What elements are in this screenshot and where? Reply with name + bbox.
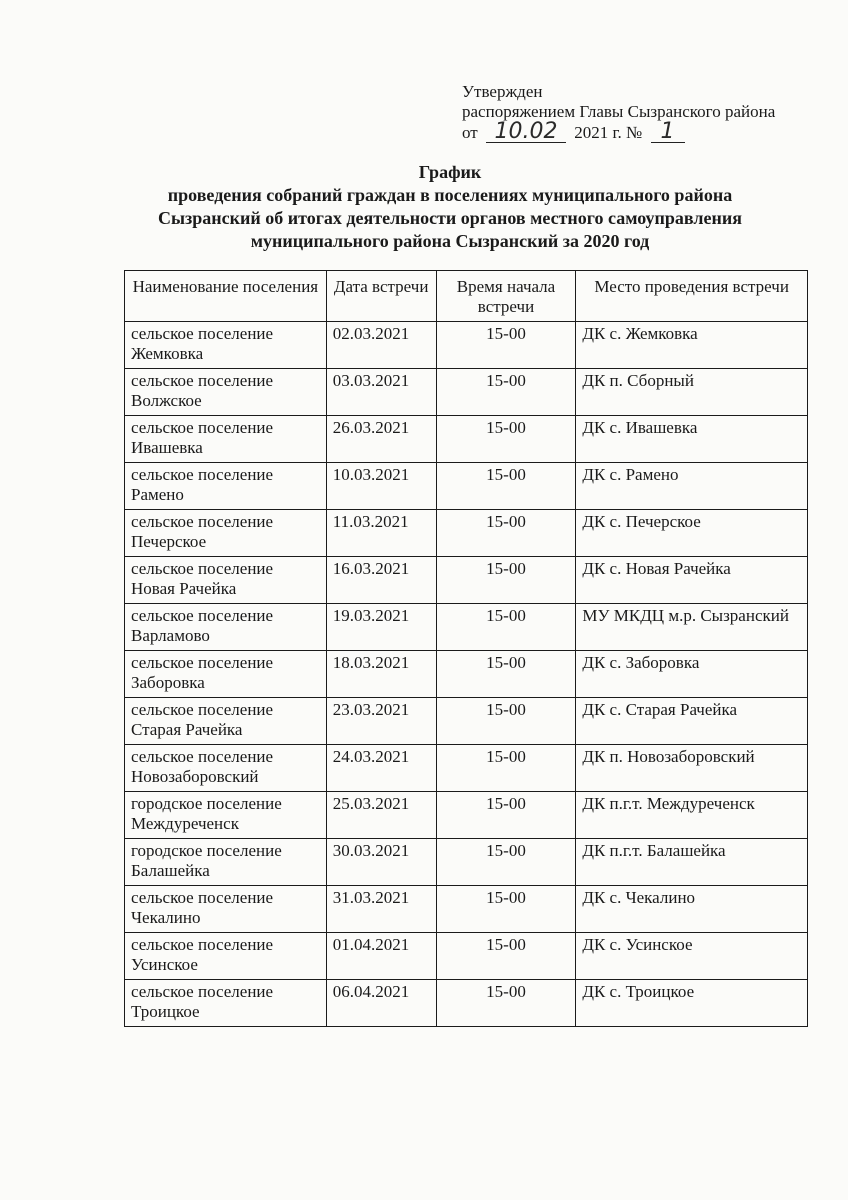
cell-time: 15-00 <box>436 698 576 745</box>
cell-settlement: сельское поселение Ивашевка <box>125 416 327 463</box>
table-row <box>125 463 808 510</box>
cell-time: 15-00 <box>436 510 576 557</box>
approval-stamp <box>462 82 775 143</box>
cell-settlement: городское поселение Балашейка <box>125 839 327 886</box>
cell-place: ДК п. Новозаборовский <box>576 745 808 792</box>
approval-year-label: 2021 г. № <box>574 123 643 142</box>
cell-time: 15-00 <box>436 604 576 651</box>
cell-place: ДК с. Новая Рачейка <box>576 557 808 604</box>
cell-settlement: сельское поселение Печерское <box>125 510 327 557</box>
cell-settlement: сельское поселение Заборовка <box>125 651 327 698</box>
table-row <box>125 369 808 416</box>
cell-place: ДК с. Усинское <box>576 933 808 980</box>
cell-place: ДК с. Заборовка <box>576 651 808 698</box>
cell-place: МУ МКДЦ м.р. Сызранский <box>576 604 808 651</box>
table-row <box>125 933 808 980</box>
cell-time: 15-00 <box>436 369 576 416</box>
table-row <box>125 416 808 463</box>
table-body <box>125 322 808 1027</box>
table-row <box>125 980 808 1027</box>
cell-date: 30.03.2021 <box>326 839 436 886</box>
cell-time: 15-00 <box>436 416 576 463</box>
cell-date: 25.03.2021 <box>326 792 436 839</box>
cell-settlement: сельское поселение Старая Рачейка <box>125 698 327 745</box>
table-row <box>125 698 808 745</box>
cell-time: 15-00 <box>436 745 576 792</box>
cell-time: 15-00 <box>436 463 576 510</box>
cell-settlement: городское поселение Междуреченск <box>125 792 327 839</box>
approval-number-handwritten: 1 <box>651 122 685 143</box>
table-row <box>125 510 808 557</box>
cell-settlement: сельское поселение Чекалино <box>125 886 327 933</box>
cell-date: 10.03.2021 <box>326 463 436 510</box>
table-row <box>125 651 808 698</box>
table-row <box>125 792 808 839</box>
cell-place: ДК с. Чекалино <box>576 886 808 933</box>
cell-time: 15-00 <box>436 792 576 839</box>
table-row <box>125 604 808 651</box>
cell-place: ДК п.г.т. Междуреченск <box>576 792 808 839</box>
approval-line-2: распоряжением Главы Сызранского района <box>462 102 776 121</box>
cell-place: ДК с. Троицкое <box>576 980 808 1027</box>
cell-date: 02.03.2021 <box>326 322 436 369</box>
title-line-2: Сызранский об итогах деятельности органов местного самоуправления <box>158 208 742 228</box>
cell-time: 15-00 <box>436 980 576 1027</box>
cell-date: 11.03.2021 <box>326 510 436 557</box>
cell-place: ДК п.г.т. Балашейка <box>576 839 808 886</box>
cell-date: 03.03.2021 <box>326 369 436 416</box>
table-header-row <box>125 271 808 322</box>
cell-settlement: сельское поселение Новозаборовский <box>125 745 327 792</box>
approval-line-1: Утвержден <box>462 82 543 101</box>
approval-from-label: от <box>462 123 478 142</box>
cell-time: 15-00 <box>436 651 576 698</box>
cell-place: ДК п. Сборный <box>576 369 808 416</box>
document-title <box>110 161 790 253</box>
cell-place: ДК с. Ивашевка <box>576 416 808 463</box>
approval-date-handwritten: 10.02 <box>486 122 566 143</box>
title-heading: График <box>418 162 482 182</box>
cell-settlement: сельское поселение Троицкое <box>125 980 327 1027</box>
cell-place: ДК с. Печерское <box>576 510 808 557</box>
cell-date: 31.03.2021 <box>326 886 436 933</box>
table-row <box>125 745 808 792</box>
cell-date: 23.03.2021 <box>326 698 436 745</box>
header-settlement: Наименование поселения <box>125 271 327 322</box>
cell-time: 15-00 <box>436 557 576 604</box>
table-row <box>125 839 808 886</box>
cell-settlement: сельское поселение Жемковка <box>125 322 327 369</box>
table-row <box>125 322 808 369</box>
cell-date: 24.03.2021 <box>326 745 436 792</box>
cell-date: 01.04.2021 <box>326 933 436 980</box>
cell-settlement: сельское поселение Волжское <box>125 369 327 416</box>
cell-place: ДК с. Рамено <box>576 463 808 510</box>
cell-settlement: сельское поселение Усинское <box>125 933 327 980</box>
cell-time: 15-00 <box>436 886 576 933</box>
cell-date: 26.03.2021 <box>326 416 436 463</box>
cell-settlement: сельское поселение Рамено <box>125 463 327 510</box>
cell-date: 18.03.2021 <box>326 651 436 698</box>
cell-date: 06.04.2021 <box>326 980 436 1027</box>
cell-time: 15-00 <box>436 933 576 980</box>
title-line-1: проведения собраний граждан в поселениях муниципального района <box>167 185 733 205</box>
header-place: Место проведения встречи <box>576 271 808 322</box>
cell-date: 16.03.2021 <box>326 557 436 604</box>
cell-time: 15-00 <box>436 839 576 886</box>
approval-date-line <box>462 119 775 144</box>
title-line-3: муниципального района Сызранский за 2020 год <box>250 231 650 251</box>
cell-settlement: сельское поселение Варламово <box>125 604 327 651</box>
cell-place: ДК с. Жемковка <box>576 322 808 369</box>
cell-place: ДК с. Старая Рачейка <box>576 698 808 745</box>
cell-date: 19.03.2021 <box>326 604 436 651</box>
cell-settlement: сельское поселение Новая Рачейка <box>125 557 327 604</box>
table-row <box>125 886 808 933</box>
header-time: Время начала встречи <box>436 271 576 322</box>
cell-time: 15-00 <box>436 322 576 369</box>
schedule-table <box>124 270 808 1027</box>
table-row <box>125 557 808 604</box>
header-date: Дата встречи <box>326 271 436 322</box>
